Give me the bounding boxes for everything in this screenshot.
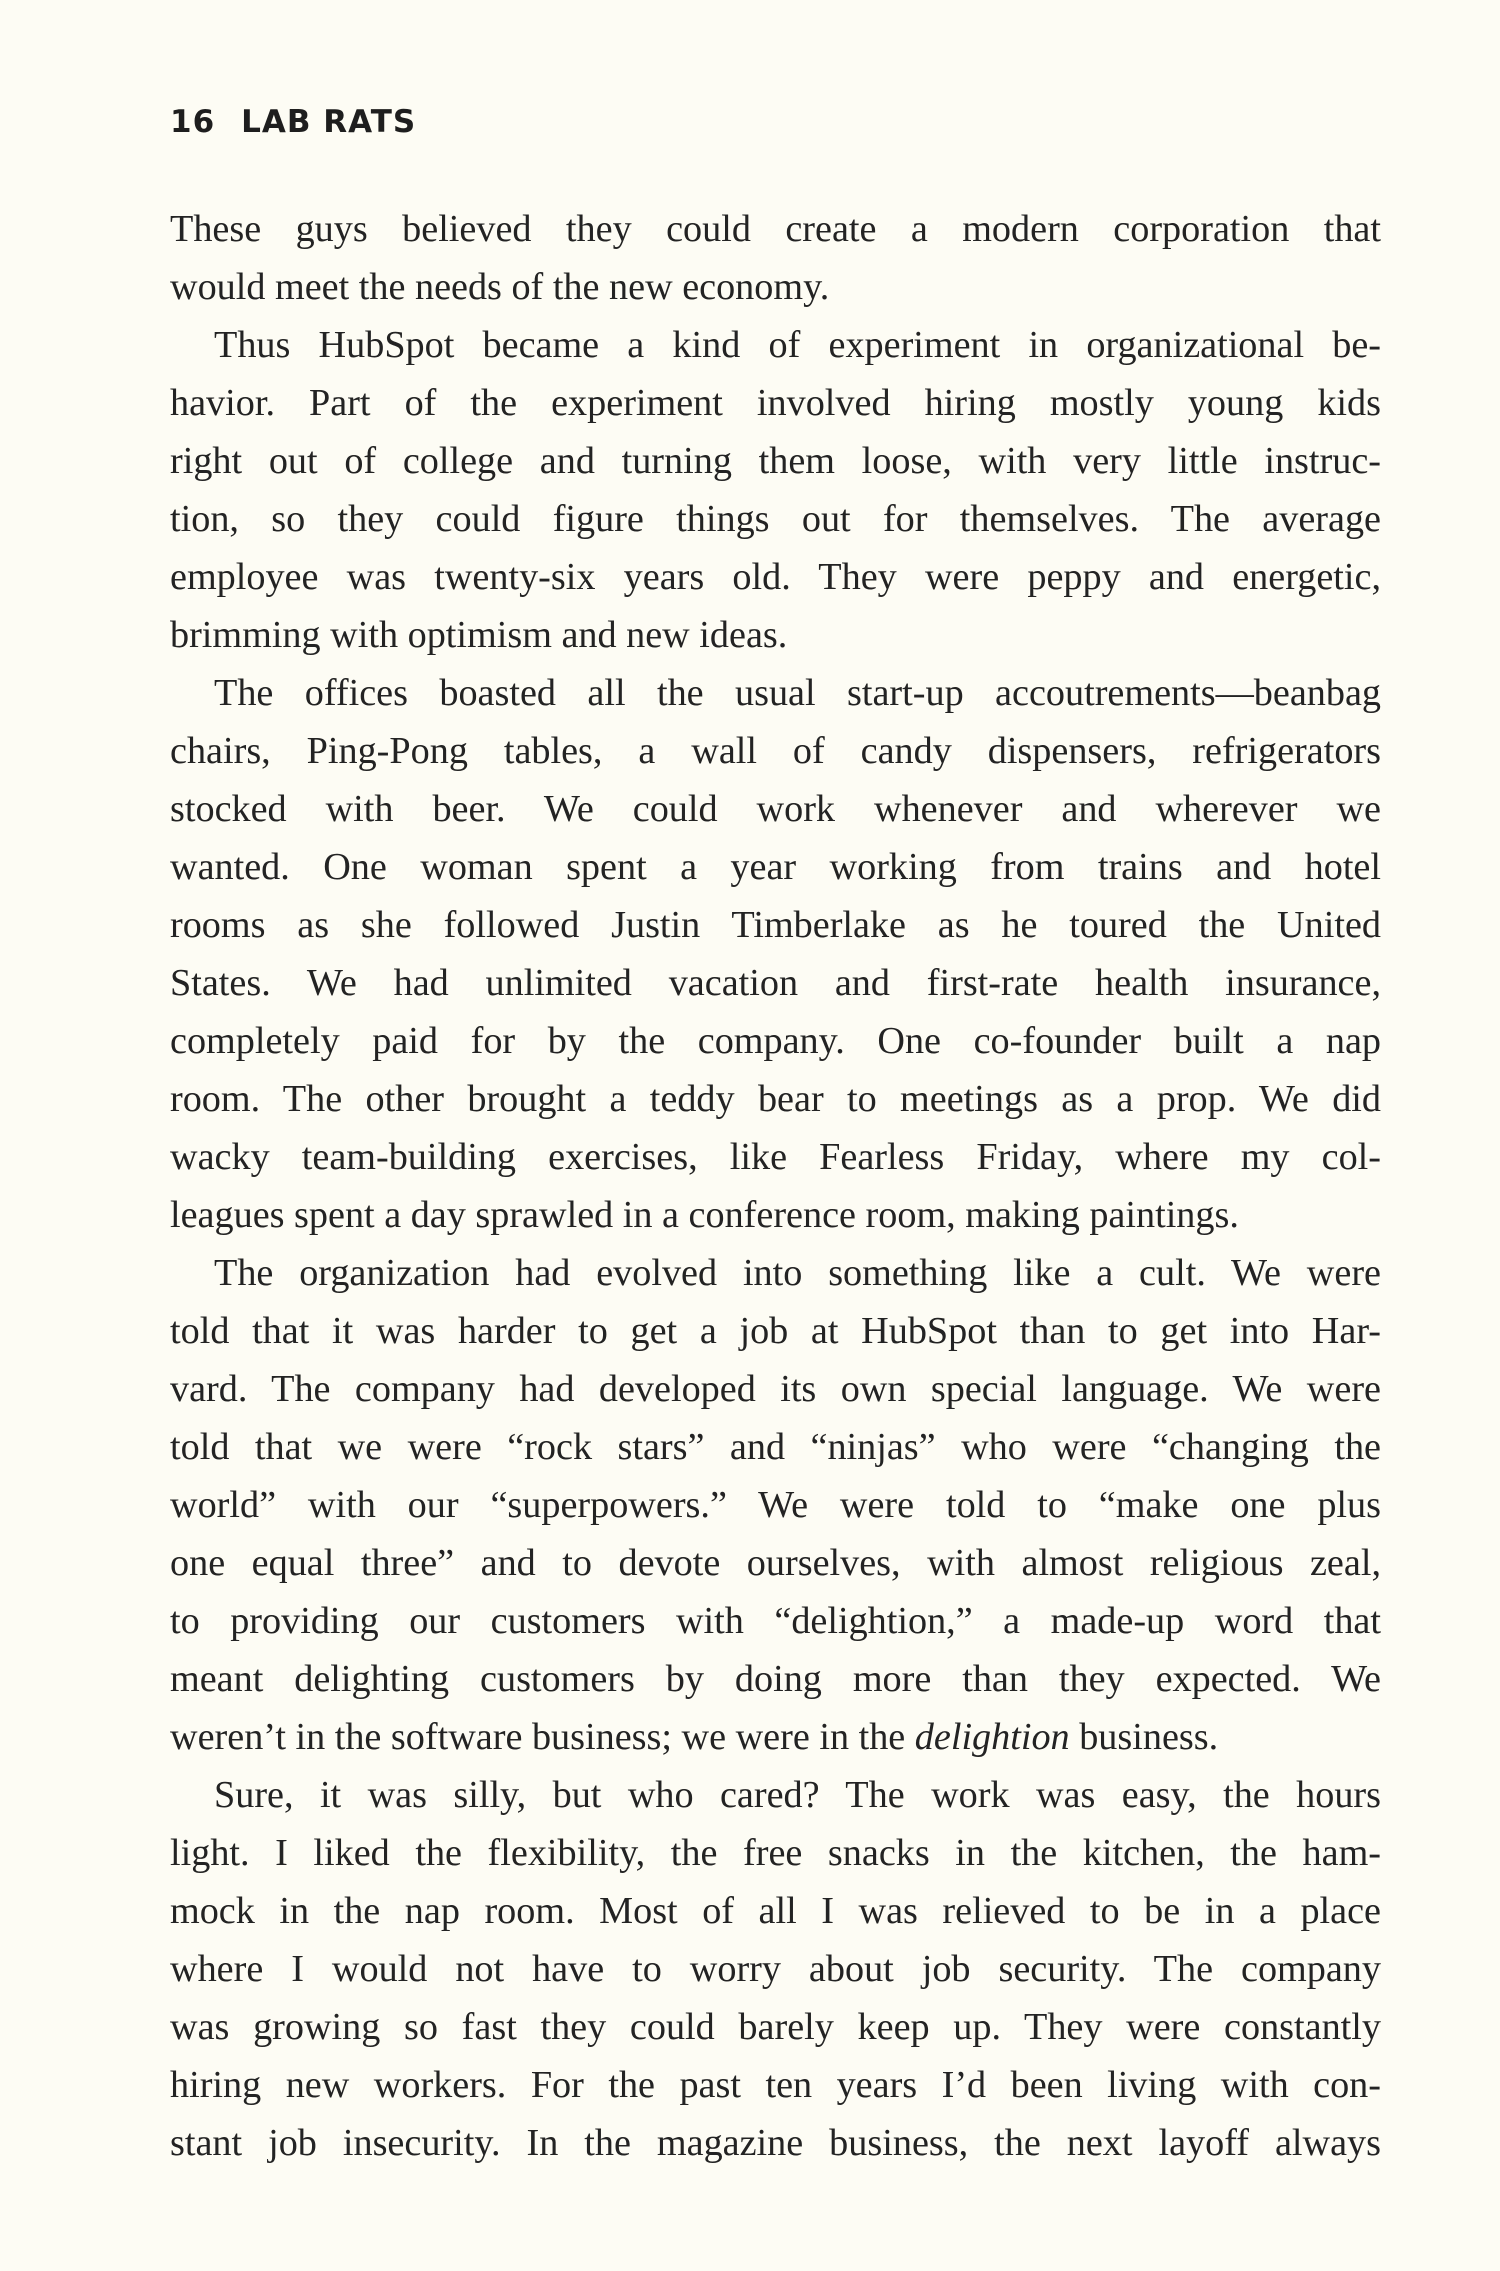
body-text — [170, 200, 1381, 2172]
text-line: wacky team-building exercises, like Fearless Friday, where my col- — [170, 1136, 1381, 1178]
text-run: weren’t in the software business; we were in the — [170, 1716, 915, 1758]
text-line: States. We had unlimited vacation and first-rate health insurance, — [170, 962, 1381, 1004]
text-line: where I would not have to worry about job security. The company — [170, 1948, 1381, 1990]
text-line: meant delighting customers by doing more than they expected. We — [170, 1658, 1381, 1700]
text-line: tion, so they could figure things out for themselves. The average — [170, 498, 1381, 540]
text-line: These guys believed they could create a modern corporation that — [170, 208, 1381, 250]
paragraph-4 — [170, 1244, 1381, 1766]
text-line — [170, 1708, 1381, 1766]
text-line: The organization had evolved into something like a cult. We were — [214, 1252, 1381, 1294]
text-line: completely paid for by the company. One co-founder built a nap — [170, 1020, 1381, 1062]
text-line: wanted. One woman spent a year working from trains and hotel — [170, 846, 1381, 888]
text-line: right out of college and turning them loose, with very little instruc- — [170, 440, 1381, 482]
running-title: LAB RATS — [241, 104, 417, 140]
text-line: chairs, Ping-Pong tables, a wall of candy dispensers, refrigerators — [170, 730, 1381, 772]
text-line: one equal three” and to devote ourselves, with almost religious zeal, — [170, 1542, 1381, 1584]
paragraph-3 — [170, 664, 1381, 1244]
paragraph-5 — [170, 1766, 1381, 2172]
page-number: 16 — [170, 104, 216, 140]
text-line: The offices boasted all the usual start-up accoutrements—beanbag — [214, 672, 1381, 714]
text-line: stant job insecurity. In the magazine business, the next layoff always — [170, 2122, 1381, 2164]
text-line: was growing so fast they could barely keep up. They were constantly — [170, 2006, 1381, 2048]
paragraph-1 — [170, 200, 1381, 316]
text-run: business. — [1069, 1716, 1219, 1758]
emphasis-word: delightion — [914, 1716, 1070, 1758]
text-line: stocked with beer. We could work whenever and wherever we — [170, 788, 1381, 830]
text-line: to providing our customers with “delightion,” a made-up word that — [170, 1600, 1381, 1642]
text-line: employee was twenty-six years old. They were peppy and energetic, — [170, 556, 1381, 598]
text-line: hiring new workers. For the past ten years I’d been living with con- — [170, 2064, 1381, 2106]
paragraph-2 — [170, 316, 1381, 664]
text-line: leagues spent a day sprawled in a conference room, making paintings. — [170, 1194, 1239, 1236]
text-line: light. I liked the flexibility, the free snacks in the kitchen, the ham- — [170, 1832, 1381, 1874]
running-head — [170, 104, 416, 140]
text-line: room. The other brought a teddy bear to meetings as a prop. We did — [170, 1078, 1381, 1120]
text-line: havior. Part of the experiment involved hiring mostly young kids — [170, 382, 1381, 424]
text-line: Thus HubSpot became a kind of experiment in organizational be- — [214, 324, 1381, 366]
text-line: would meet the needs of the new economy. — [170, 266, 830, 308]
text-line: Sure, it was silly, but who cared? The work was easy, the hours — [214, 1774, 1381, 1816]
text-line: mock in the nap room. Most of all I was relieved to be in a place — [170, 1890, 1381, 1932]
text-line: told that we were “rock stars” and “ninjas” who were “changing the — [170, 1426, 1381, 1468]
text-line: rooms as she followed Justin Timberlake as he toured the United — [170, 904, 1381, 946]
text-line: vard. The company had developed its own special language. We were — [170, 1368, 1381, 1410]
text-line: world” with our “superpowers.” We were told to “make one plus — [170, 1484, 1381, 1526]
text-line: brimming with optimism and new ideas. — [170, 614, 788, 656]
text-line: told that it was harder to get a job at HubSpot than to get into Har- — [170, 1310, 1381, 1352]
